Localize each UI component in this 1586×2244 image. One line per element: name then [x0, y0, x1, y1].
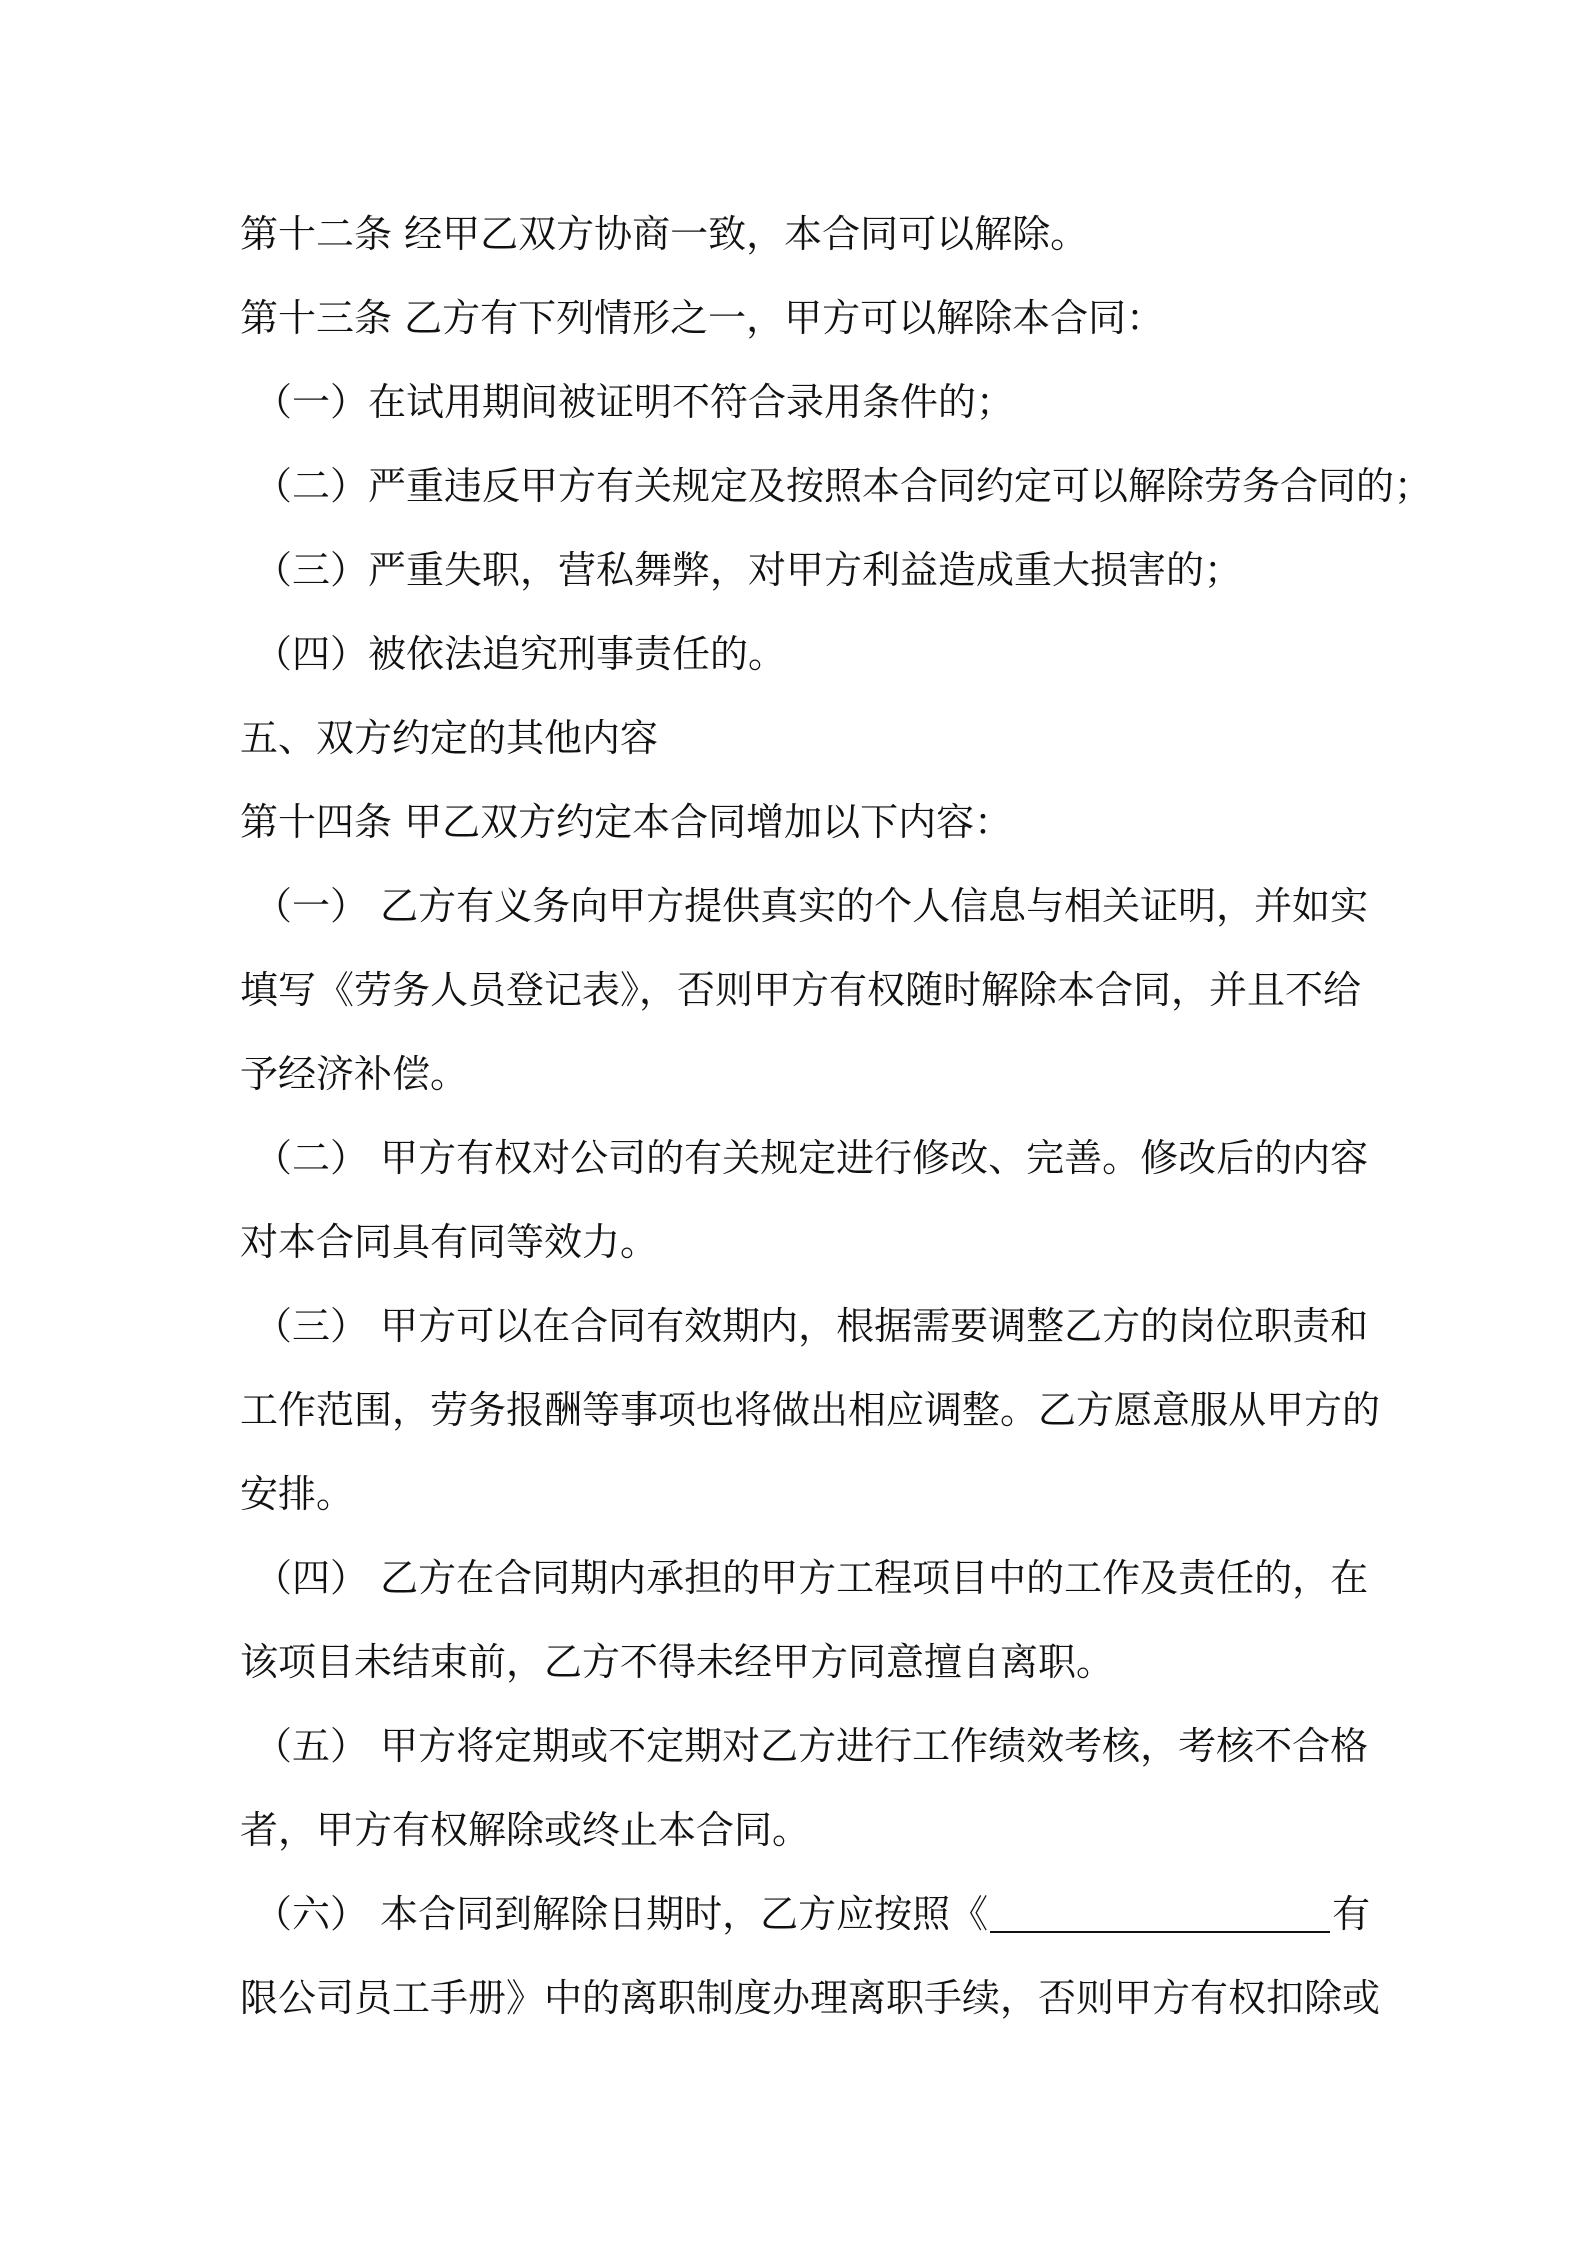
article-13: 第十三条 乙方有下列情形之一，甲方可以解除本合同： [240, 296, 1165, 340]
document-body [240, 192, 1433, 2040]
article-14-item-2-line-2: 对本合同具有同等效力。 [240, 1220, 659, 1264]
article-14-item-6-text: （六） 本合同到解除日期时，乙方应按照《 [254, 1892, 989, 1936]
article-13-item-3: （三）严重失职，营私舞弊，对甲方利益造成重大损害的； [254, 548, 1243, 592]
article-13-item-2: （二）严重违反甲方有关规定及按照本合同约定可以解除劳务合同的； [254, 464, 1433, 508]
article-14-item-4-line-2: 该项目未结束前，乙方不得未经甲方同意擅自离职。 [240, 1640, 1115, 1684]
article-14-item-1-line-3: 予经济补偿。 [240, 1052, 469, 1096]
article-14-item-3-line-1: （三） 甲方可以在合同有效期内，根据需要调整乙方的岗位职责和 [254, 1304, 1369, 1348]
article-14-item-1-line-2: 填写《劳务人员登记表》，否则甲方有权随时解除本合同，并且不给 [240, 968, 1362, 1012]
article-14: 第十四条 甲乙双方约定本合同增加以下内容： [240, 800, 1013, 844]
company-name-blank [990, 1893, 1330, 1933]
article-14-item-2-line-1: （二） 甲方有权对公司的有关规定进行修改、完善。修改后的内容 [254, 1136, 1369, 1180]
article-12: 第十二条 经甲乙双方协商一致，本合同可以解除。 [240, 212, 1089, 256]
article-14-item-3-line-2: 工作范围，劳务报酬等事项也将做出相应调整。乙方愿意服从甲方的 [240, 1388, 1381, 1432]
article-14-item-3-line-3: 安排。 [240, 1472, 355, 1516]
article-14-item-6-text-end: 有 [1332, 1892, 1371, 1936]
article-14-item-5-line-1: （五） 甲方将定期或不定期对乙方进行工作绩效考核，考核不合格 [254, 1724, 1369, 1768]
article-14-item-6-line-2: 限公司员工手册》中的离职制度办理离职手续，否则甲方有权扣除或 [240, 1976, 1381, 2020]
article-13-item-4: （四）被依法追究刑事责任的。 [254, 632, 787, 676]
article-14-item-1-line-1: （一） 乙方有义务向甲方提供真实的个人信息与相关证明，并如实 [254, 884, 1369, 928]
article-14-item-4-line-1: （四） 乙方在合同期内承担的甲方工程项目中的工作及责任的，在 [254, 1556, 1369, 1600]
article-14-item-5-line-2: 者，甲方有权解除或终止本合同。 [240, 1808, 811, 1852]
section-5-heading: 五、双方约定的其他内容 [240, 716, 659, 760]
article-14-item-6-line-1 [240, 1872, 1380, 1956]
article-13-item-1: （一）在试用期间被证明不符合录用条件的； [254, 380, 1015, 424]
